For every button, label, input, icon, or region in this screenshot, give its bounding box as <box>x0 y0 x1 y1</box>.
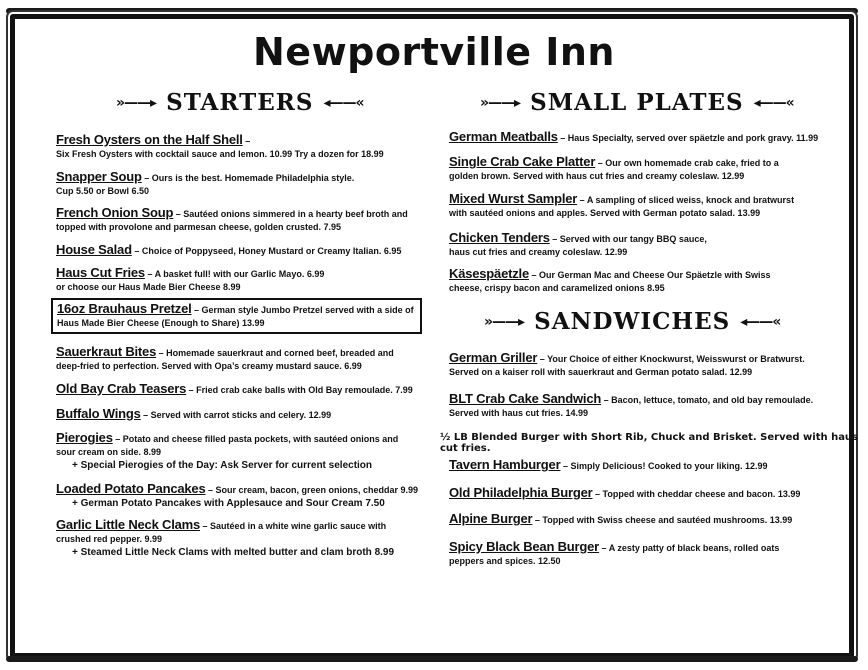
item-name: Single Crab Cake Platter <box>449 154 596 169</box>
menu-item-crab-cake-platter <box>449 155 779 183</box>
item-name: Old Philadelphia Burger <box>449 485 593 500</box>
item-desc: – Fried crab cake balls with Old Bay remoulade. 7.99 <box>186 385 413 395</box>
item-desc-2: or choose our Haus Made Bier Cheese 8.99 <box>56 282 241 292</box>
item-name: German Meatballs <box>449 129 558 144</box>
item-desc: – Our own homemade crab cake, fried to a <box>595 158 779 168</box>
item-name: BLT Crab Cake Sandwich <box>449 391 602 406</box>
item-name: Käsespäetzle <box>449 266 529 281</box>
item-desc: – Served with carrot sticks and celery. 12.99 <box>140 410 332 420</box>
restaurant-title: Newportville Inn <box>253 30 615 74</box>
item-desc-2: Haus Made Bier Cheese (Enough to Share) 13.99 <box>57 318 265 328</box>
arrow-left-icon: »——▸ <box>116 94 157 111</box>
menu-item-blt-crab-cake-sandwich <box>449 392 813 420</box>
item-desc: – Sautéed in a white wine garlic sauce with <box>200 521 387 531</box>
item-name: Haus Cut Fries <box>56 265 145 280</box>
arrow-right-icon: ◂——« <box>753 94 794 111</box>
item-desc-2: golden brown. Served with haus cut fries and creamy coleslaw. 12.99 <box>449 171 745 181</box>
item-name: House Salad <box>56 242 132 257</box>
item-desc: – Simply Delicious! Cooked to your liking. 12.99 <box>560 461 768 471</box>
menu-item-snapper-soup <box>56 170 354 198</box>
item-desc: – Ours is the best. Homemade Philadelphia style. <box>141 173 355 183</box>
menu-item-loaded-potato-pancakes <box>56 482 418 510</box>
item-desc: – Bacon, lettuce, tomato, and old bay remoulade. <box>601 395 814 405</box>
item-name: Spicy Black Bean Burger <box>449 539 600 554</box>
item-name: Loaded Potato Pancakes <box>56 481 206 496</box>
item-desc: – <box>242 136 251 146</box>
item-desc: – Our German Mac and Cheese Our Späetzle with Swiss <box>528 270 771 280</box>
menu-item-pierogies <box>56 431 398 472</box>
item-name: Tavern Hamburger <box>449 457 561 472</box>
item-name: Garlic Little Neck Clams <box>56 517 201 532</box>
frame-brush-bottom <box>6 656 858 662</box>
item-desc-2: with sautéed onions and apples. Served with German potato salad. 13.99 <box>449 208 761 218</box>
item-desc: – Potato and cheese filled pasta pockets, with sautéed onions and <box>112 434 399 444</box>
item-desc-2: topped with provolone and parmesan cheese, golden crusted. 7.95 <box>56 222 342 232</box>
item-desc-2: sour cream on side. 8.99 <box>56 447 162 457</box>
item-desc-2: Served with haus cut fries. 14.99 <box>449 408 589 418</box>
item-desc: – Topped with cheddar cheese and bacon. 13.99 <box>592 489 801 499</box>
item-name: Pierogies <box>56 430 113 445</box>
menu-item-old-bay-crab-teasers <box>56 382 413 397</box>
item-desc-2: haus cut fries and creamy coleslaw. 12.99 <box>449 247 628 257</box>
arrow-right-icon: ◂——« <box>323 94 364 111</box>
item-desc-2: crushed red pepper. 9.99 <box>56 534 163 544</box>
item-addon: + Special Pierogies of the Day: Ask Server for current selection <box>72 460 373 471</box>
menu-item-french-onion-soup <box>56 206 408 234</box>
item-name: Old Bay Crab Teasers <box>56 381 187 396</box>
item-desc: – Sour cream, bacon, green onions, cheddar 9.99 <box>205 485 419 495</box>
section-small-plates <box>480 89 794 116</box>
menu-item-brauhaus-pretzel <box>51 298 422 334</box>
item-name: German Griller <box>449 350 538 365</box>
item-addon: + Steamed Little Neck Clams with melted butter and clam broth 8.99 <box>72 547 395 558</box>
menu-item-old-philadelphia-burger <box>449 486 800 501</box>
item-desc: – Haus Specialty, served over späetzle and pork gravy. 11.99 <box>557 133 819 143</box>
item-desc: – A zesty patty of black beans, rolled oats <box>599 543 780 553</box>
item-desc-2: deep-fried to perfection. Served with Opa’s creamy mustard sauce. 6.99 <box>56 361 362 371</box>
section-title: SANDWICHES <box>534 308 731 335</box>
arrow-left-icon: »——▸ <box>480 94 521 111</box>
item-name: Sauerkraut Bites <box>56 344 157 359</box>
item-desc: – Homemade sauerkraut and corned beef, breaded and <box>156 348 394 358</box>
menu-item-fresh-oysters <box>56 133 384 161</box>
arrow-right-icon: ◂——« <box>740 313 781 330</box>
item-desc: – German style Jumbo Pretzel served with a side of <box>191 305 414 315</box>
item-desc-2: Served on a kaiser roll with sauerkraut and German potato salad. 12.99 <box>449 367 753 377</box>
burger-note: ½ LB Blended Burger with Short Rib, Chuck and Brisket. Served with haus cut fries. <box>440 432 859 454</box>
menu-item-kasespaetzle <box>449 267 771 295</box>
section-title: STARTERS <box>166 89 314 116</box>
menu-item-tavern-hamburger <box>449 458 768 473</box>
menu-item-german-meatballs <box>449 130 818 145</box>
item-name: Snapper Soup <box>56 169 142 184</box>
item-desc-2: Cup 5.50 or Bowl 6.50 <box>56 186 150 196</box>
item-name: Fresh Oysters on the Half Shell <box>56 132 243 147</box>
section-sandwiches <box>484 308 780 335</box>
menu-item-chicken-tenders <box>449 231 707 259</box>
item-name: Mixed Wurst Sampler <box>449 191 578 206</box>
menu-item-german-griller <box>449 351 805 379</box>
section-title: SMALL PLATES <box>530 89 744 116</box>
item-addon: + German Potato Pancakes with Applesauce and Sour Cream 7.50 <box>72 498 385 509</box>
item-desc-2: Six Fresh Oysters with cocktail sauce and lemon. 10.99 Try a dozen for 18.99 <box>56 149 384 159</box>
item-desc: – Topped with Swiss cheese and sautéed mushrooms. 13.99 <box>532 515 793 525</box>
menu-item-house-salad <box>56 243 401 258</box>
menu-item-garlic-clams <box>56 518 394 559</box>
arrow-left-icon: »——▸ <box>484 313 525 330</box>
menu-item-alpine-burger <box>449 512 792 527</box>
menu-item-mixed-wurst-sampler <box>449 192 794 220</box>
item-desc: – Served with our tangy BBQ sauce, <box>549 234 707 244</box>
menu-item-spicy-black-bean-burger <box>449 540 779 568</box>
item-name: French Onion Soup <box>56 205 174 220</box>
item-desc-2: peppers and spices. 12.50 <box>449 556 561 566</box>
item-desc: – Your Choice of either Knockwurst, Weisswurst or Bratwurst. <box>537 354 805 364</box>
item-name: Chicken Tenders <box>449 230 550 245</box>
item-desc: – A basket full! with our Garlic Mayo. 6.99 <box>144 269 325 279</box>
menu-item-haus-cut-fries <box>56 266 324 294</box>
item-desc: – A sampling of sliced weiss, knock and bratwurst <box>577 195 795 205</box>
item-name: Buffalo Wings <box>56 406 141 421</box>
item-desc: – Choice of Poppyseed, Honey Mustard or Creamy Italian. 6.95 <box>131 246 402 256</box>
item-name: 16oz Brauhaus Pretzel <box>57 301 192 316</box>
menu-item-sauerkraut-bites <box>56 345 394 373</box>
section-starters <box>116 89 364 116</box>
item-name: Alpine Burger <box>449 511 533 526</box>
menu-item-buffalo-wings <box>56 407 331 422</box>
item-desc: – Sautéed onions simmered in a hearty beef broth and <box>173 209 408 219</box>
item-desc-2: cheese, crispy bacon and caramelized onions 8.95 <box>449 283 665 293</box>
